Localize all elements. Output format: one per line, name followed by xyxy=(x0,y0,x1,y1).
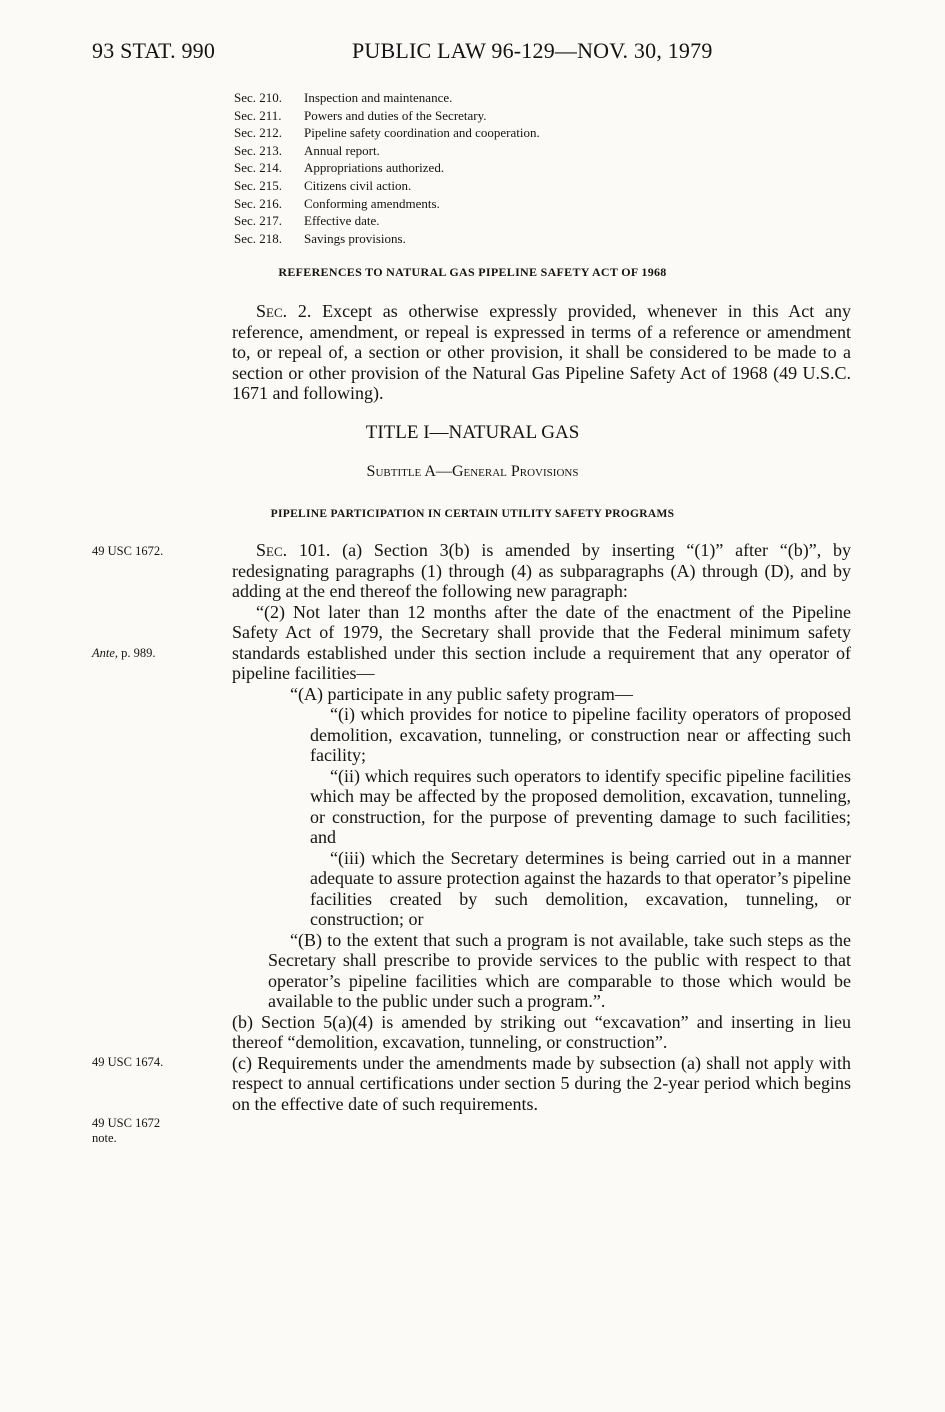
toc-section-number: Sec. 214. xyxy=(234,160,283,176)
clause-ii: “(ii) which requires such operators to identify specific pipeline facilities which may be affected by the proposed demolition, excavation, tunneling, or construction, for the purpose of preventing damage to such facilities; and xyxy=(310,765,851,847)
toc-item xyxy=(234,89,540,107)
margin-note-ante-italic: Ante, xyxy=(92,646,119,660)
references-heading: REFERENCES TO NATURAL GAS PIPELINE SAFETY ACT OF 1968 xyxy=(278,265,667,279)
margin-note-ante-page: p. 989. xyxy=(121,646,156,660)
toc-section-number: Sec. 213. xyxy=(234,142,283,158)
margin-note-usc1672-note xyxy=(92,1116,160,1146)
toc-section-title: Annual report. xyxy=(304,142,380,158)
toc-section-title: Pipeline safety coordination and cooperation. xyxy=(304,125,540,141)
margin-note-line: note. xyxy=(92,1131,117,1145)
subparagraph-A: “(A) participate in any public safety program— xyxy=(290,683,633,704)
toc-section-number: Sec. 217. xyxy=(234,213,283,229)
table-of-contents xyxy=(234,89,540,247)
margin-note-usc1672: 49 USC 1672. xyxy=(92,544,164,558)
section-101 xyxy=(232,540,851,1114)
toc-section-title: Effective date. xyxy=(304,213,380,229)
section-label: Sec. 2. xyxy=(256,301,312,321)
clause-iii: “(iii) which the Secretary determines is being carried out in a manner adequate to assure protection against the hazards to that operator’s pipeline facilities created by such demolition, excavation, tunneling, or construction; or xyxy=(310,847,851,929)
toc-item xyxy=(234,107,540,125)
toc-section-title: Savings provisions. xyxy=(304,230,406,246)
section-2 xyxy=(232,301,851,404)
toc-section-number: Sec. 218. xyxy=(234,230,283,246)
toc-section-title: Conforming amendments. xyxy=(304,195,440,211)
running-header: PUBLIC LAW 96-129—NOV. 30, 1979 xyxy=(352,38,713,63)
toc-section-title: Appropriations authorized. xyxy=(304,160,445,176)
subparagraph-B: “(B) to the extent that such a program is not available, take such steps as the Secretary shall prescribe to provide services to the public with respect to that operator’s pipeline facilities which are comparable to those which would be available to the public under such a program.”. xyxy=(268,929,851,1011)
margin-note-line: 49 USC 1672 xyxy=(92,1116,161,1130)
toc-item xyxy=(234,159,540,177)
stat-page-number: 93 STAT. 990 xyxy=(92,38,216,63)
toc-section-title: Powers and duties of the Secretary. xyxy=(304,107,487,123)
toc-section-number: Sec. 212. xyxy=(234,125,283,141)
clause-i: “(i) which provides for notice to pipeline facility operators of proposed demolition, excavation, tunneling, or construction near or affecting such facility; xyxy=(310,704,851,765)
subsection-b: (b) Section 5(a)(4) is amended by striking out “excavation” and inserting in lieu thereof “demolition, excavation, tunneling, or construction”. xyxy=(232,1011,851,1052)
margin-note-ante xyxy=(92,646,156,661)
toc-item xyxy=(234,195,540,213)
toc-section-number: Sec. 216. xyxy=(234,195,283,211)
section-label: Sec. 101. xyxy=(256,540,331,560)
subtitle-heading: Subtitle A—General Provisions xyxy=(366,463,579,480)
margin-note-usc1674: 49 USC 1674. xyxy=(92,1055,164,1069)
toc-item xyxy=(234,124,540,142)
toc-section-number: Sec. 210. xyxy=(234,90,283,105)
subsection-a: (a) Section 3(b) is amended by inserting “(1)” after “(b)”, by redesignating paragraphs (1) through (4) as subparagraphs (A) through (D), and by adding at the end thereof the following new paragraph: xyxy=(232,540,852,601)
toc-section-title: Citizens civil action. xyxy=(304,177,412,193)
toc-item xyxy=(234,142,540,160)
toc-item xyxy=(234,212,540,230)
section-text: Except as otherwise expressly provided, whenever in this Act any reference, amendment, or repeal is expressed in terms of a reference or amendment to, or repeal of, a section or other provision, it shall be considered to be made to a section or other provision of the Natural Gas Pipeline Safety Act of 1968 (49 U.S.C. 1671 and following). xyxy=(232,301,852,403)
toc-item xyxy=(234,230,540,248)
toc-section-number: Sec. 215. xyxy=(234,177,283,193)
toc-section-title: Inspection and maintenance. xyxy=(304,90,453,105)
pipeline-heading: PIPELINE PARTICIPATION IN CERTAIN UTILITY SAFETY PROGRAMS xyxy=(270,508,675,520)
toc-section-number: Sec. 211. xyxy=(234,107,282,123)
paragraph-2: “(2) Not later than 12 months after the date of the enactment of the Pipeline Safety Act of 1979, the Secretary shall provide that the Federal minimum safety standards established under this section include a requirement that any operator of pipeline facilities— xyxy=(232,601,851,683)
toc-item xyxy=(234,177,540,195)
subsection-c: (c) Requirements under the amendments made by subsection (a) shall not apply with respect to annual certifications under section 5 during the 2-year period which begins on the effective date of such requirements. xyxy=(232,1052,851,1114)
title-heading: TITLE I—NATURAL GAS xyxy=(365,422,580,443)
